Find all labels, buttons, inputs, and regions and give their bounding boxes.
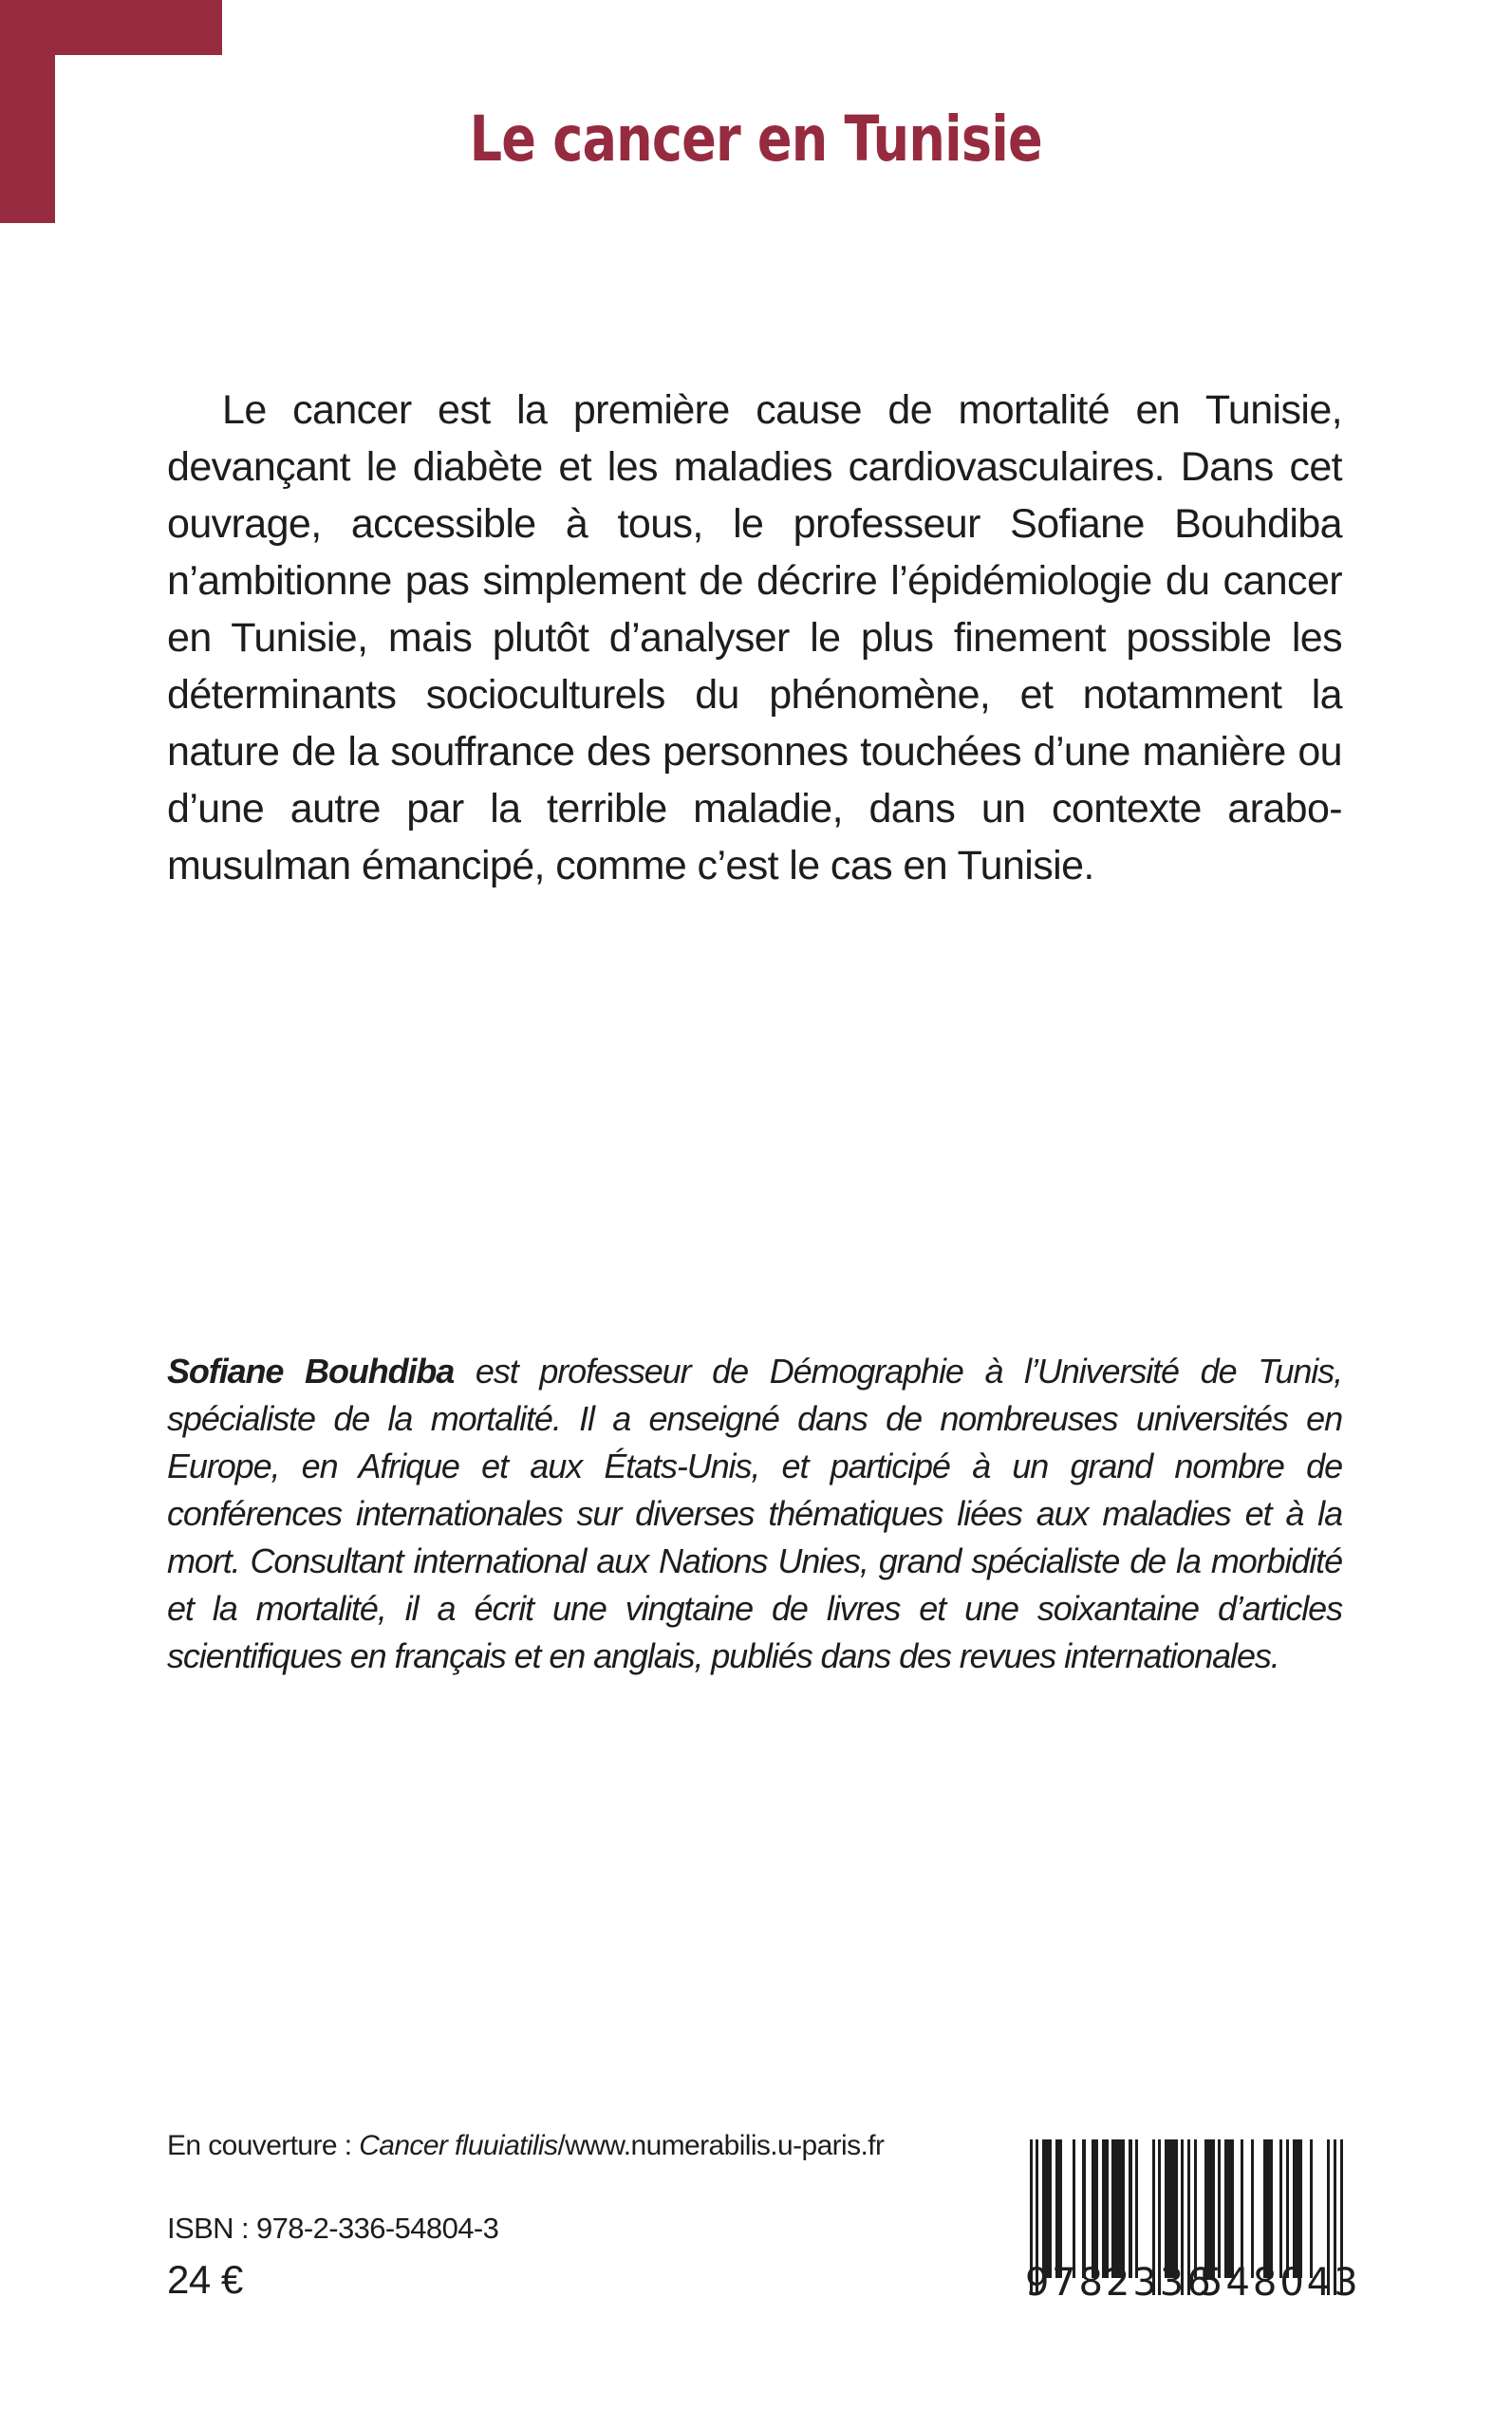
isbn: ISBN : 978-2-336-54804-3 — [167, 2212, 499, 2245]
barcode — [1025, 2119, 1361, 2308]
book-summary: Le cancer est la première cause de mortalité en Tunisie, devançant le diabète et les maladies cardiovasculaires. Dans cet ouvrage, accessible à tous, le professeur Sofiane Bouhdiba n’ambitionne pas simplement de décrire l’épidémiologie du cancer en Tunisie, mais plutôt d’analyser le plus finement possible les déterminants socioculturels du phénomène, et notamment la nature de la souffrance des personnes touchées d’une manière ou d’une autre par la terrible maladie, dans un contexte arabo-musulman émancipé, comme c’est le cas en Tunisie. — [167, 387, 1342, 888]
corner-accent-left — [0, 0, 55, 223]
cover-credit-label: En couverture : — [167, 2130, 360, 2161]
cover-credit-title: Cancer fluuiatilis — [359, 2130, 558, 2161]
author-bio — [167, 1348, 1342, 1680]
cover-credit — [167, 2130, 884, 2162]
book-title: Le cancer en Tunisie — [469, 103, 1042, 176]
price: 24 € — [167, 2257, 243, 2302]
barcode-digits-right: 548043 — [1199, 2261, 1361, 2305]
barcode-digits-left: 782336 — [1052, 2261, 1214, 2305]
cover-credit-source: /www.numerabilis.u-paris.fr — [557, 2130, 885, 2161]
author-name: Sofiane Bouhdiba — [167, 1352, 455, 1391]
author-bio-text: est professeur de Démographie à l’Université de Tunis, spécialiste de la mortalité. Il a enseigné dans de nombreuses universités en Europe, en Afrique et aux États-Unis, et participé à un grand nombre de conférences internationales sur diverses thématiques liées aux maladies et à la mort. Consultant international aux Nations Unies, grand spécialiste de la morbidité et la mortalité, il a écrit une vingtaine de livres et une soixantaine d’articles scientifiques en français et en anglais, publiés dans des revues internationales. — [167, 1352, 1342, 1675]
barcode-lead-digit: 9 — [1025, 2261, 1050, 2305]
